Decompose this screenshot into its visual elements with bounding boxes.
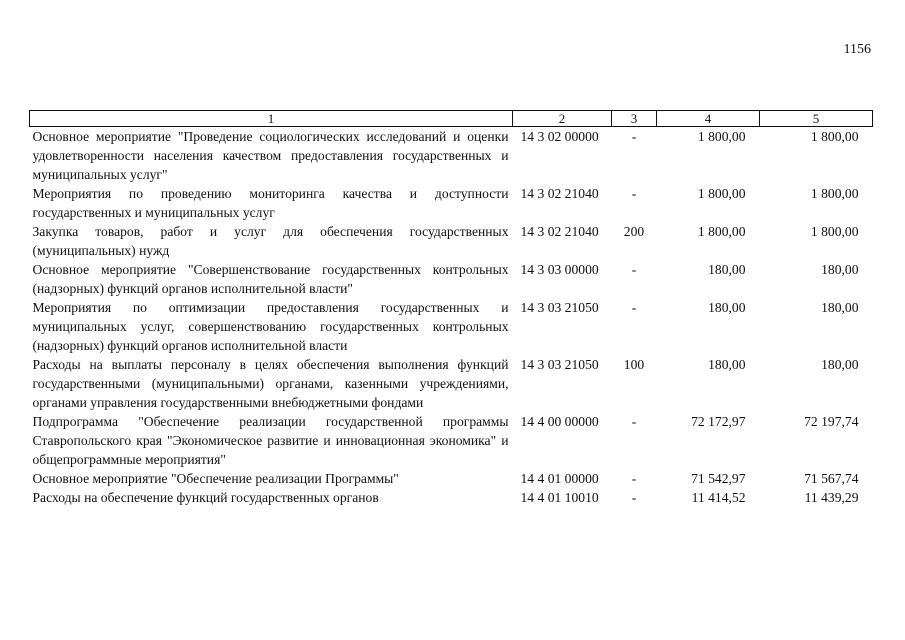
row-expense-type: - (631, 490, 637, 505)
column-header-3: 3 (612, 111, 657, 127)
budget-table (29, 110, 873, 507)
table-row (30, 298, 873, 355)
row-amount-2: 180,00 (821, 300, 859, 315)
row-name: Подпрограмма "Обеспечение реализации государственной программы Ставропольского края "Экономическое развитие и инновационная экономика" и общепрограммные мероприятия" (32, 414, 509, 467)
table-header-row (30, 111, 873, 127)
column-header-4: 4 (657, 111, 760, 127)
row-code: 14 4 01 00000 (520, 471, 599, 486)
table-row (30, 260, 873, 298)
row-expense-type: 200 (623, 224, 645, 239)
row-amount-1: 1 800,00 (697, 129, 746, 144)
table-row (30, 222, 873, 260)
row-amount-2: 180,00 (821, 357, 859, 372)
row-amount-1: 1 800,00 (697, 186, 746, 201)
row-amount-1: 180,00 (708, 262, 746, 277)
table-row (30, 469, 873, 488)
row-code: 14 3 02 21040 (520, 186, 599, 201)
row-amount-2: 1 800,00 (810, 224, 859, 239)
row-code: 14 3 02 21040 (520, 224, 599, 239)
row-name: Мероприятия по проведению мониторинга качества и доступности государственных и муниципальных услуг (32, 186, 509, 220)
row-expense-type: - (631, 262, 637, 277)
table-row (30, 127, 873, 185)
row-name: Основное мероприятие "Обеспечение реализации Программы" (32, 471, 399, 486)
page-number: 1156 (843, 42, 871, 57)
row-name: Мероприятия по оптимизации предоставления государственных и муниципальных услуг, совершенствованию государственных контрольных (надзорных) функций органов исполнительной власти (32, 300, 509, 353)
row-amount-2: 71 567,74 (804, 471, 859, 486)
row-code: 14 4 01 10010 (520, 490, 599, 505)
row-expense-type: - (631, 300, 637, 315)
row-expense-type: 100 (623, 357, 645, 372)
table-row (30, 184, 873, 222)
row-code: 14 3 03 21050 (520, 300, 599, 315)
row-name: Основное мероприятие "Проведение социологических исследований и оценки удовлетворенности населения качеством предоставления государственных и муниципальных услуг" (32, 129, 509, 182)
row-amount-2: 11 439,29 (804, 490, 859, 505)
column-header-2: 2 (513, 111, 612, 127)
row-name: Расходы на выплаты персоналу в целях обеспечения выполнения функций государственными (муниципальными) органами, казенными учреждениями, органами управления государственными внебюджетными фондами (32, 357, 509, 410)
column-header-1: 1 (30, 111, 513, 127)
row-name: Расходы на обеспечение функций государственных органов (32, 490, 379, 505)
row-expense-type: - (631, 129, 637, 144)
row-amount-2: 72 197,74 (804, 414, 859, 429)
row-amount-1: 71 542,97 (691, 471, 746, 486)
column-header-5: 5 (760, 111, 873, 127)
table-row (30, 488, 873, 507)
row-amount-2: 180,00 (821, 262, 859, 277)
row-expense-type: - (631, 186, 637, 201)
row-code: 14 3 03 00000 (520, 262, 599, 277)
row-name: Закупка товаров, работ и услуг для обеспечения государственных (муниципальных) нужд (32, 224, 509, 258)
row-expense-type: - (631, 414, 637, 429)
row-code: 14 4 00 00000 (520, 414, 599, 429)
row-amount-1: 180,00 (708, 300, 746, 315)
row-amount-1: 11 414,52 (691, 490, 746, 505)
table-row (30, 355, 873, 412)
row-amount-1: 72 172,97 (691, 414, 746, 429)
row-amount-1: 1 800,00 (697, 224, 746, 239)
row-name: Основное мероприятие "Совершенствование государственных контрольных (надзорных) функций органов исполнительной власти" (32, 262, 509, 296)
row-code: 14 3 03 21050 (520, 357, 599, 372)
row-code: 14 3 02 00000 (520, 129, 599, 144)
row-amount-2: 1 800,00 (810, 186, 859, 201)
table-row (30, 412, 873, 469)
row-amount-1: 180,00 (708, 357, 746, 372)
row-amount-2: 1 800,00 (810, 129, 859, 144)
row-expense-type: - (631, 471, 637, 486)
